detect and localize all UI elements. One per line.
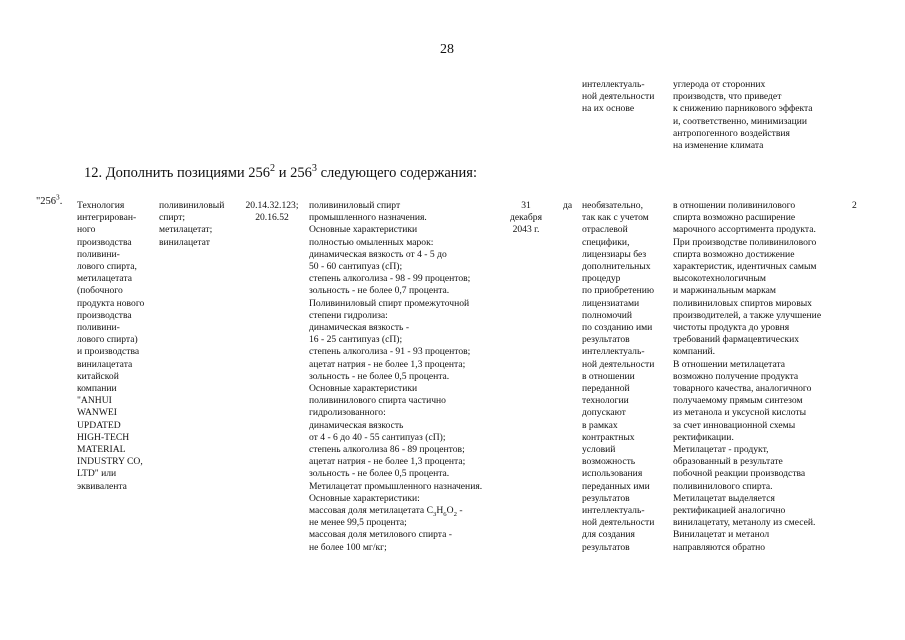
effects-column [673,200,821,554]
text-line: возможность [582,456,636,468]
formula-before: массовая доля метилацетата C [309,505,433,517]
text-line: технологии [582,395,629,407]
text-line: специфики, [582,236,630,248]
text-line: Винилацетат и метанол [673,529,770,541]
text-line: к снижению парникового эффекта [673,103,813,115]
text-line: эквивалента [77,480,127,492]
last-column-cell: 2 [852,200,857,211]
text-line: метилацетата [77,273,132,285]
text-line: полностью омыленных марок: [309,236,434,248]
entry-number-prefix: "256 [36,196,57,207]
text-line: 20.16.52 [255,212,289,224]
text-line: характеристик, идентичных самым [673,261,817,273]
text-line: антропогенного воздействия [673,127,790,139]
text-line: интеллектуаль- [582,505,645,517]
top-effects-continuation [673,79,813,152]
text-line: 50 - 60 сантипуаз (сП); [309,261,403,273]
text-line: декабря [509,212,542,224]
text-line: контрактных [582,431,635,443]
text-line: использования [582,468,643,480]
text-line: в рамках [582,419,618,431]
text-line: поливини- [77,248,120,260]
formula-line [309,505,482,517]
text-line: поливини- [77,322,120,334]
text-line: гидролизованного: [309,407,386,419]
text-line: по созданию ими [582,322,653,334]
text-line: углерода от сторонних [673,79,766,90]
technology-column [77,200,144,493]
text-line: степень алкоголиза - 91 - 93 процентов; [309,346,471,358]
text-line: степень алкоголиза 86 - 89 процентов; [309,444,465,456]
text-line: промышленного назначения. [309,212,427,224]
text-line: степень алкоголиза - 98 - 99 процентов; [309,273,471,285]
text-line: направляются обратно [673,541,766,553]
formula-sub-2: 6 [443,510,447,518]
characteristics-tail [309,517,482,554]
text-line: Метилацетат - продукт, [673,444,769,456]
text-line: метилацетат; [159,224,213,236]
text-line: лового спирта, [77,261,137,273]
page-number: 28 [440,42,454,57]
formula-middle-1: H [436,505,444,517]
text-line: ной деятельности [582,91,655,103]
text-line: лицензиатами [582,297,640,309]
text-line: допускают [582,407,626,419]
heading-sup-2: 3 [311,163,317,175]
text-line: и маржинальным маркам [673,285,776,297]
text-line: результатов [582,541,630,553]
heading-text-before: 12. Дополнить позициями 256 [84,165,271,181]
characteristics-column [309,200,482,554]
license-column [582,200,654,554]
text-line: образованный в результате [673,456,783,468]
text-line: HIGH-TECH [77,431,130,443]
products-column [159,200,224,249]
text-line: необязательно, [582,200,643,211]
text-line: процедур [582,273,621,285]
text-line: винилацетат [159,236,210,248]
text-line: WANWEI [77,407,117,419]
top-license-continuation [582,79,654,116]
codes-column [241,200,303,224]
text-line: (побочного [77,285,123,297]
text-line: чистоты продукта до уровня [673,322,790,334]
text-line: 20.14.32.123; [245,200,299,211]
text-line: При производстве поливинилового [673,236,817,248]
text-line: поливинилового спирта. [673,480,773,492]
text-line: высокотехнологичным [673,273,766,285]
formula-sub-1: 3 [432,510,437,518]
text-line: интеллектуаль- [582,346,645,358]
text-line: условий [582,444,616,456]
text-line: В отношении метилацетата [673,358,786,370]
text-line: Основные характеристики: [309,492,420,504]
text-line: Основные характеристики [309,383,418,395]
text-line: интегрирован- [77,212,137,224]
text-line: компании [77,383,117,395]
text-line: 31 [521,200,531,211]
text-line: поливинилового спирта частично [309,395,446,407]
text-line: ректификацией аналогично [673,505,786,517]
text-line: INDUSTRY CO, [77,456,143,468]
text-line: на их основе [582,103,635,115]
text-line: динамическая вязкость от 4 - 5 до [309,248,447,260]
text-line: спирт; [159,212,186,224]
text-line: возможно получение продукта [673,370,799,382]
text-line: производства [77,236,132,248]
text-line: и, соответственно, минимизации [673,115,808,127]
text-line: зольность - не более 0,5 процента. [309,370,450,382]
text-line: Технология [77,200,125,211]
text-line: компаний. [673,346,716,358]
text-line: динамическая вязкость [309,419,404,431]
text-line: продукта нового [77,297,145,309]
text-line: 2043 г. [512,224,540,236]
text-line: так как с учетом [582,212,649,224]
text-line: ацетат натрия - не более 1,3 процента; [309,358,466,370]
text-line: производителей, а также улучшение [673,309,822,321]
formula-middle-2: O [446,505,454,517]
text-line: товарного качества, аналогичного [673,383,812,395]
text-line: от 4 - 6 до 40 - 55 сантипуаз (сП); [309,431,446,443]
formula-after: - [456,505,463,517]
text-line: переданных ими [582,480,650,492]
entry-number-sup: 3 [56,192,60,202]
text-line: зольность - не более 0,5 процента. [309,468,450,480]
text-line: лицензиары без [582,248,647,260]
text-line: производств, что приведет [673,91,782,103]
text-line: UPDATED [77,419,121,431]
text-line: побочной реакции производства [673,468,806,480]
yes-no-cell: да [563,200,573,211]
text-line: и производства [77,346,140,358]
text-line: производства [77,309,132,321]
text-line: спирта возможно расширение [673,212,796,224]
text-line: за счет инновационной схемы [673,419,796,431]
text-line: дополнительных [582,261,651,273]
text-line: Поливиниловый спирт промежуточной [309,297,470,309]
text-line: получаемому прямым синтезом [673,395,803,407]
text-line: Метилацетат промышленного назначения. [309,480,483,492]
text-line: результатов [582,492,630,504]
formula-sub-3: 2 [453,510,457,518]
text-line: требований фармацевтических [673,334,800,346]
entry-number [36,192,63,207]
text-line: ной деятельности [582,358,655,370]
text-line: китайской [77,370,119,382]
text-line: из метанола и уксусной кислоты [673,407,807,419]
text-line: для создания [582,529,635,541]
text-line: на изменение климата [673,140,764,152]
text-line: массовая доля метилового спирта - [309,529,452,541]
characteristics-main [309,200,482,505]
text-line: 16 - 25 сантипуаз (сП); [309,334,403,346]
text-line: MATERIAL [77,444,126,456]
date-column [505,200,547,237]
text-line: поливиниловый спирт [309,200,401,211]
entry-number-suffix: . [59,196,63,207]
section-heading [84,165,477,182]
text-line: поливиниловых спиртов мировых [673,297,812,309]
heading-text-middle: и 256 [275,165,312,181]
text-line: винилацетату, метанолу из смесей. [673,517,816,529]
text-line: винилацетата [77,358,133,370]
text-line: Метилацетат выделяется [673,492,775,504]
text-line: по приобретению [582,285,655,297]
heading-text-after: следующего содержания: [316,165,478,181]
text-line: спирта возможно достижение [673,248,795,260]
text-line: не менее 99,5 процента; [309,517,407,529]
text-line: ацетат натрия - не более 1,3 процента; [309,456,466,468]
text-line: полномочий [582,309,633,321]
text-line: LTD" или [77,468,117,480]
heading-sup-1: 2 [270,163,276,175]
text-line: интеллектуаль- [582,79,645,90]
text-line: зольность - не более 0,7 процента. [309,285,450,297]
text-line: степени гидролиза: [309,309,388,321]
text-line: в отношении поливинилового [673,200,796,211]
text-line: не более 100 мг/кг; [309,541,387,553]
text-line: переданной [582,383,630,395]
text-line: ного [77,224,96,236]
text-line: марочного ассортимента продукта. [673,224,816,236]
text-line: отраслевой [582,224,628,236]
text-line: лового спирта) [77,334,138,346]
text-line: результатов [582,334,630,346]
text-line: динамическая вязкость - [309,322,410,334]
text-line: Основные характеристики [309,224,418,236]
text-line: "ANHUI [77,395,112,407]
text-line: поливиниловый [159,200,225,211]
text-line: в отношении [582,370,635,382]
text-line: ректификации. [673,431,734,443]
text-line: ной деятельности [582,517,655,529]
